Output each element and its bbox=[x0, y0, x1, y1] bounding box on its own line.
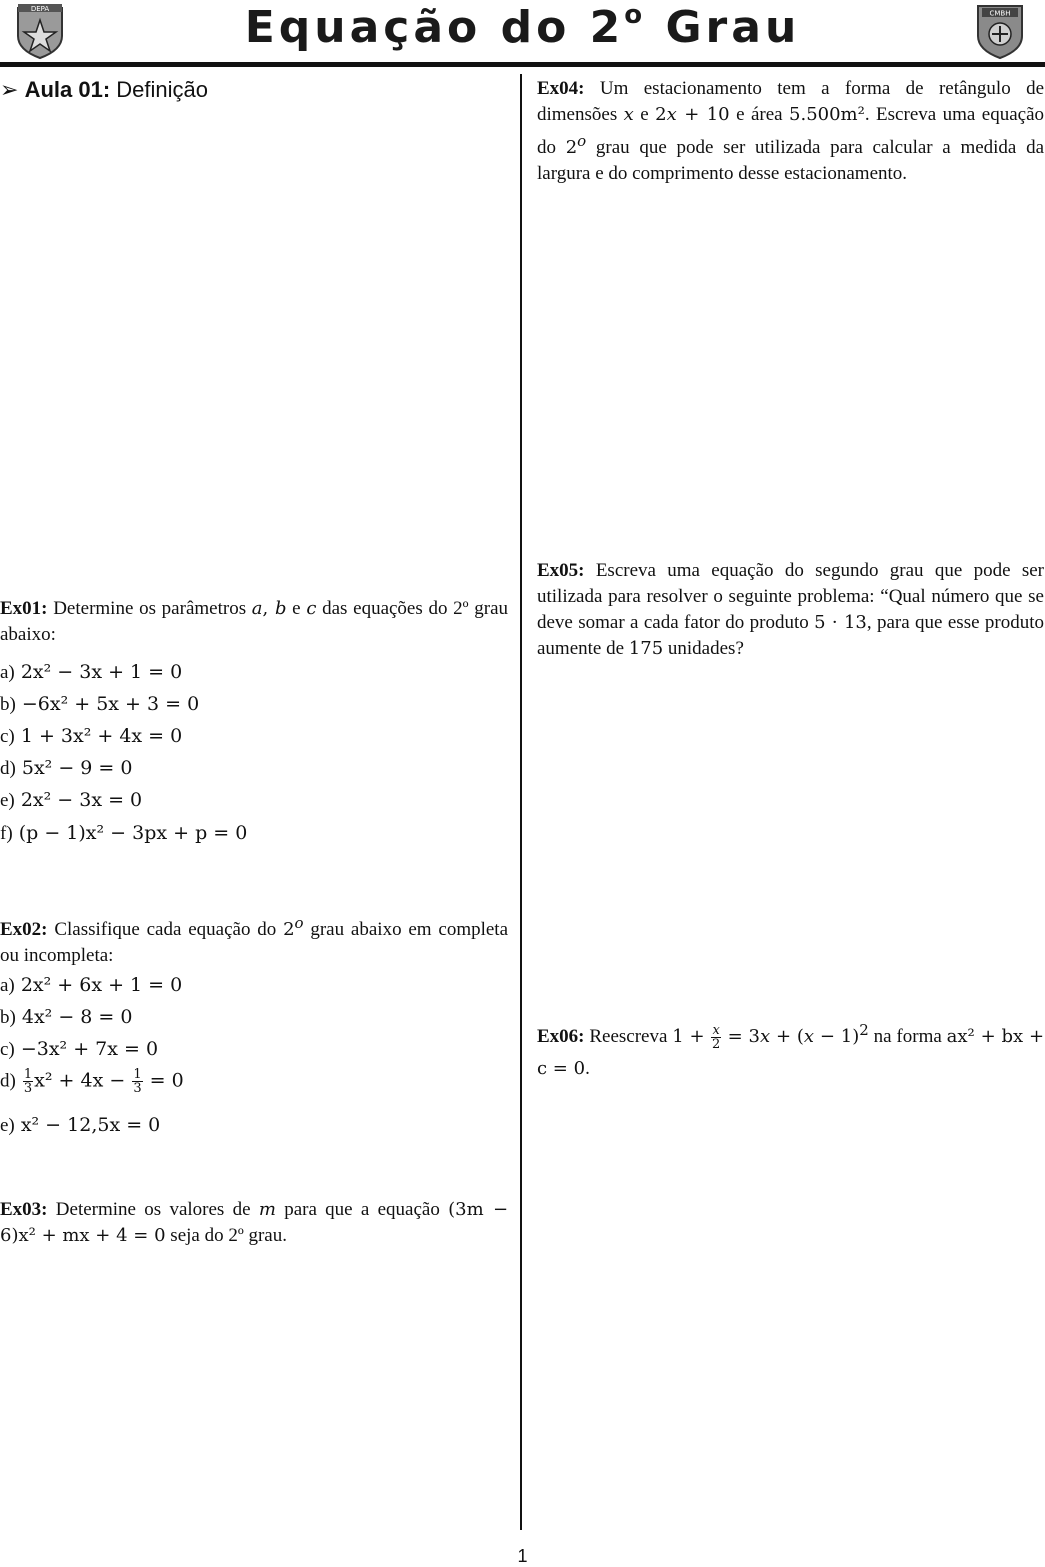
cmbh-shield-logo bbox=[976, 2, 1024, 60]
aula-heading: ➢ Aula 01: Definição bbox=[0, 77, 208, 102]
ex02-item: e) x² − 12,5x = 0 bbox=[0, 1114, 161, 1136]
ex03-statement: Ex03: Determine os valores de m para que a equação (3m − 6)x² + mx + 4 = 0 seja do 2º grau. bbox=[0, 1199, 509, 1246]
ex02-item: c) −3x² + 7x = 0 bbox=[0, 1038, 159, 1060]
ex01-item: d) 5x² − 9 = 0 bbox=[0, 757, 133, 779]
arrow-icon: ➢ bbox=[0, 77, 19, 102]
ex01-item: b) −6x² + 5x + 3 = 0 bbox=[0, 693, 200, 715]
ex06-statement: Ex06: Reescreva 1 + $\frac{x}{2}$ = $3x + (x - 1)^2$ na forma ax² + bx + c = 0. bbox=[537, 1021, 1045, 1079]
ex02-item: b) 4x² − 8 = 0 bbox=[0, 1006, 133, 1028]
page-title: Equação do 2$^o$ Grau bbox=[244, 0, 801, 53]
page-header bbox=[0, 0, 1045, 64]
ex02-statement: Ex02: Classifique cada equação do 2$^o$ grau abaixo em completa ou incompleta: bbox=[0, 914, 509, 966]
ex01-item: f) (p − 1)x² − 3px + p = 0 bbox=[0, 822, 248, 844]
ex01-statement: Ex01: Determine os parâmetros a, b e c das equações do 2º grau abaixo: bbox=[0, 598, 509, 645]
ex05-statement: Ex05: Escreva uma equação do segundo grau que pode ser utilizada para resolver o seguinte problema: “Qual número que se deve somar a cada fator do produto 5 · 13, para que esse produto aumente de 175 unidades? bbox=[537, 560, 1044, 659]
ex01-item: c) 1 + 3x² + 4x = 0 bbox=[0, 725, 183, 747]
svg-text:CMBH: CMBH bbox=[989, 9, 1011, 18]
ex02-item: d) $\frac{1}{3}$ x² + 4x − $\frac{1}{3}$ = 0 bbox=[0, 1067, 184, 1096]
ex01-item: e) 2x² − 3x = 0 bbox=[0, 789, 143, 811]
svg-text:DEPA: DEPA bbox=[30, 5, 50, 13]
ex04-statement: Ex04: Um estacionamento tem a forma de retângulo de dimensões x e 2x + 10 e área 5.500m². Escreva uma equação do 2$^o$ grau que pode ser utilizada para calcular a medida da largura e do comprimento desse estacionamento. bbox=[537, 78, 1045, 184]
ex02-item: a) 2x² + 6x + 1 = 0 bbox=[0, 974, 183, 996]
ex01-item: a) 2x² − 3x + 1 = 0 bbox=[0, 661, 183, 683]
page-number: 1 bbox=[517, 1546, 528, 1566]
header-rule bbox=[0, 62, 1045, 67]
column-divider bbox=[520, 74, 522, 1530]
